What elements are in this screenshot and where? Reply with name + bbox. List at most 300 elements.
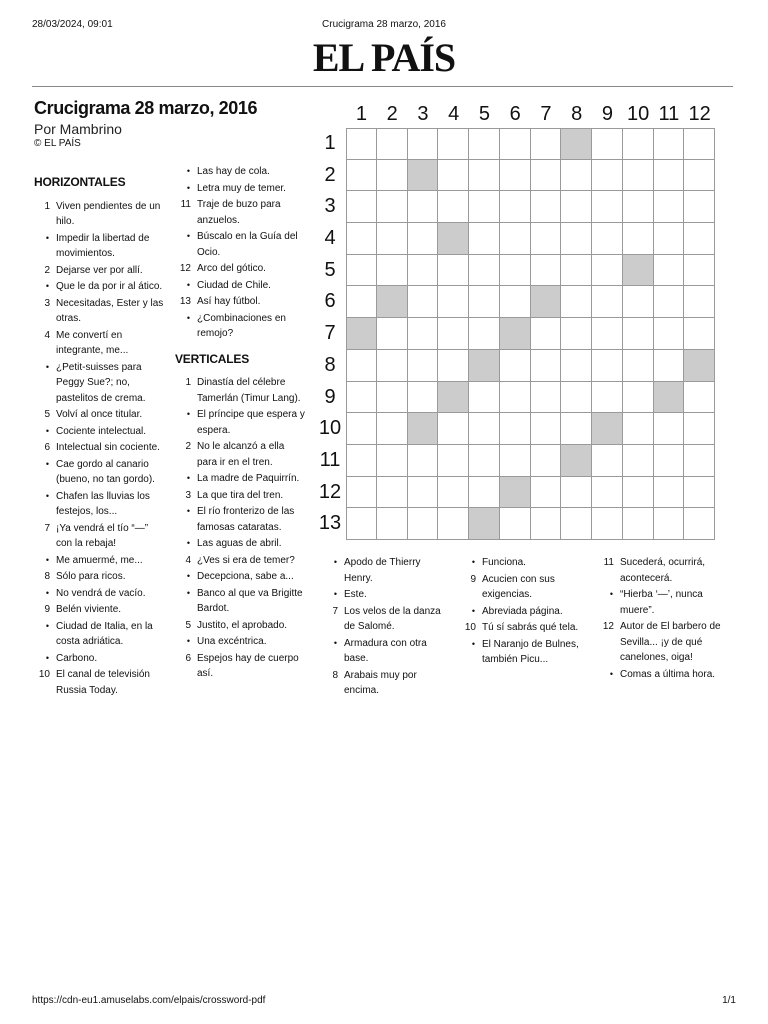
grid-cell[interactable]	[346, 191, 377, 223]
crossword-grid	[346, 128, 715, 540]
grid-cell[interactable]	[346, 255, 377, 287]
clue-text: Apodo de Thierry Henry.	[344, 557, 421, 584]
row-number: 6	[324, 290, 336, 313]
clue-item	[34, 231, 166, 262]
clue-item	[322, 668, 447, 699]
row-number: 2	[324, 163, 336, 186]
row-number: 12	[318, 480, 342, 503]
clue-item	[175, 375, 307, 406]
clue-item	[460, 572, 585, 603]
grid-cell[interactable]	[408, 191, 439, 223]
grid-cell[interactable]	[531, 255, 562, 287]
clue-text: Necesitadas, Ester y las otras.	[56, 297, 164, 324]
clue-item	[175, 261, 307, 277]
grid-cell[interactable]	[500, 128, 531, 160]
clue-text: Ciudad de Chile.	[197, 279, 271, 291]
clue-text: Las aguas de abril.	[197, 538, 282, 549]
grid-cell[interactable]	[531, 160, 562, 192]
grid-cell[interactable]	[438, 508, 469, 540]
grid-cell[interactable]	[469, 191, 500, 223]
grid-cell[interactable]	[469, 445, 500, 477]
row-number: 3	[324, 195, 336, 218]
grid-cell[interactable]	[561, 191, 592, 223]
grid-cell[interactable]	[684, 191, 715, 223]
grid-cell[interactable]	[592, 255, 623, 287]
grid-cell[interactable]	[561, 382, 592, 414]
section-heading: HORIZONTALES	[34, 175, 126, 189]
clues-column-5	[598, 555, 733, 683]
clue-text: Letra muy de temer.	[197, 182, 286, 194]
grid-cell[interactable]	[561, 477, 592, 509]
clue-number: 1	[44, 200, 50, 212]
clue-bullet: •	[186, 166, 190, 176]
section-heading: VERTICALES	[175, 351, 250, 366]
grid-cell[interactable]	[531, 128, 562, 160]
puzzle-author: Por Mambrino	[34, 121, 122, 137]
grid-cell[interactable]	[377, 191, 408, 223]
clue-text: Belén viviente.	[56, 604, 122, 615]
grid-cell[interactable]	[531, 413, 562, 445]
grid-cell[interactable]	[654, 477, 685, 509]
clue-text: Dinastía del célebre Tamerlán (Timur Lang).	[197, 377, 301, 404]
grid-cell[interactable]	[654, 160, 685, 192]
clue-text: Sucederá, ocurrirá, acontecerá.	[620, 557, 706, 584]
grid-cell[interactable]	[346, 223, 377, 255]
clue-bullet: •	[186, 571, 190, 581]
clue-bullet: •	[45, 425, 49, 436]
grid-cell[interactable]	[592, 318, 623, 350]
clue-text: Ciudad de Italia, en la costa adriática.	[56, 620, 153, 647]
row-number: 4	[324, 227, 336, 250]
grid-cell[interactable]	[500, 223, 531, 255]
grid-cell[interactable]	[654, 445, 685, 477]
clue-text: Este.	[344, 589, 367, 600]
copyright-notice: © EL PAÍS	[34, 138, 81, 149]
clue-text: Traje de buzo para anzuelos.	[197, 199, 281, 226]
clue-item	[34, 521, 166, 552]
clue-bullet: •	[186, 473, 190, 483]
grid-cell[interactable]	[346, 477, 377, 509]
clue-item	[34, 553, 166, 569]
grid-cell[interactable]	[346, 128, 377, 160]
clue-number: 11	[180, 199, 191, 210]
clue-bullet: •	[186, 231, 190, 241]
grid-cell[interactable]	[500, 160, 531, 192]
grid-cell[interactable]	[592, 382, 623, 414]
grid-cell[interactable]	[438, 255, 469, 287]
grid-cell[interactable]	[469, 382, 500, 414]
clue-item	[34, 457, 166, 488]
clue-item	[175, 536, 307, 552]
clue-text: No vendrá de vacío.	[56, 587, 146, 599]
clue-number: 4	[185, 554, 191, 566]
clue-number: 2	[185, 441, 191, 452]
grid-cell[interactable]	[531, 191, 562, 223]
grid-cell[interactable]	[408, 508, 439, 540]
clue-item	[175, 569, 307, 585]
clue-bullet: •	[186, 506, 190, 516]
clue-bullet: •	[186, 587, 190, 598]
grid-cell[interactable]	[531, 445, 562, 477]
grid-cell[interactable]	[438, 445, 469, 477]
clue-text: Sólo para ricos.	[56, 571, 126, 582]
grid-cell[interactable]	[623, 350, 654, 382]
clue-text: ¡Ya vendrá el tío “—” con la rebaja!	[56, 522, 149, 549]
clue-number: 11	[603, 557, 614, 568]
grid-cell[interactable]	[377, 477, 408, 509]
row-number: 1	[324, 132, 336, 154]
grid-cell[interactable]	[654, 255, 685, 287]
clue-bullet: •	[45, 554, 49, 565]
grid-cell[interactable]	[684, 223, 715, 255]
clue-bullet: •	[186, 312, 190, 323]
clue-bullet: •	[186, 538, 190, 548]
clue-bullet: •	[186, 279, 190, 290]
grid-cell[interactable]	[408, 255, 439, 287]
grid-cell[interactable]	[469, 223, 500, 255]
clue-item	[598, 667, 733, 683]
clue-item	[175, 294, 307, 310]
clue-number: 12	[602, 621, 614, 632]
clue-bullet: •	[609, 668, 613, 679]
grid-cell[interactable]	[377, 160, 408, 192]
grid-cell[interactable]	[561, 318, 592, 350]
grid-cell[interactable]	[561, 350, 592, 382]
grid-cell[interactable]	[531, 223, 562, 255]
grid-cell[interactable]	[438, 286, 469, 318]
grid-cell[interactable]	[592, 223, 623, 255]
column-number: 6	[509, 103, 521, 125]
el-pais-logo: EL PAÍS	[312, 35, 456, 80]
clue-item	[322, 604, 447, 635]
grid-cell[interactable]	[623, 160, 654, 192]
clue-text: Los velos de la danza de Salomé.	[344, 605, 441, 632]
grid-cell[interactable]	[438, 477, 469, 509]
clue-item	[598, 555, 733, 586]
grid-cell[interactable]	[592, 286, 623, 318]
clue-number: 9	[470, 573, 476, 585]
grid-cell[interactable]	[377, 128, 408, 160]
clue-item	[34, 279, 166, 295]
grid-cell[interactable]	[531, 477, 562, 509]
clue-number: 6	[44, 442, 50, 453]
grid-cell[interactable]	[346, 445, 377, 477]
grid-cell[interactable]	[623, 191, 654, 223]
clue-bullet: •	[186, 182, 190, 193]
row-number: 9	[324, 385, 336, 408]
clue-item	[34, 328, 166, 359]
clue-item	[175, 181, 307, 197]
clue-text: Búscalo en la Guía del Ocio.	[197, 231, 298, 258]
grid-cell[interactable]	[531, 508, 562, 540]
clue-item	[175, 586, 307, 617]
grid-cell[interactable]	[592, 128, 623, 160]
grid-cell[interactable]	[684, 255, 715, 287]
grid-cell[interactable]	[469, 128, 500, 160]
clue-number: 1	[185, 377, 191, 388]
row-number: 10	[318, 417, 342, 440]
clue-bullet: •	[609, 589, 613, 599]
clue-bullet: •	[333, 589, 337, 599]
clue-item	[34, 489, 166, 520]
clue-bullet: •	[45, 620, 49, 631]
clue-item	[175, 618, 307, 634]
grid-cell[interactable]	[592, 350, 623, 382]
grid-cell[interactable]	[684, 128, 715, 160]
grid-cell[interactable]	[684, 477, 715, 509]
grid-cell[interactable]	[377, 382, 408, 414]
grid-cell[interactable]	[623, 413, 654, 445]
grid-cell[interactable]	[684, 160, 715, 192]
grid-cell[interactable]	[438, 128, 469, 160]
clue-item	[175, 164, 307, 180]
grid-cell[interactable]	[684, 286, 715, 318]
clue-text: Viven pendientes de un hilo.	[56, 200, 161, 227]
grid-cell[interactable]	[500, 191, 531, 223]
grid-cell[interactable]	[408, 318, 439, 350]
clue-item	[34, 667, 166, 698]
row-number: 11	[319, 448, 341, 471]
grid-cell[interactable]	[561, 286, 592, 318]
clue-text: ¿Petit-suisses para Peggy Sue?; no, pastelitos de crema.	[56, 361, 146, 404]
grid-cell[interactable]	[623, 445, 654, 477]
clue-item	[460, 620, 585, 636]
grid-cell[interactable]	[654, 286, 685, 318]
clue-text: Que le da por ir al ático.	[56, 281, 163, 292]
clue-text: Intelectual sin cociente.	[56, 442, 160, 453]
clue-text: Una excéntrica.	[197, 636, 267, 647]
clue-item	[322, 636, 447, 667]
clue-number: 12	[179, 263, 191, 274]
column-number: 2	[386, 103, 398, 125]
grid-cell[interactable]	[469, 160, 500, 192]
column-number: 7	[540, 103, 552, 125]
clues-column-4	[460, 555, 585, 669]
black-square	[561, 445, 592, 477]
grid-cell[interactable]	[438, 318, 469, 350]
grid-cell[interactable]	[684, 413, 715, 445]
print-datetime: 28/03/2024, 09:01	[32, 19, 113, 30]
clue-item	[34, 586, 166, 602]
grid-cell[interactable]	[623, 508, 654, 540]
grid-cell[interactable]	[654, 508, 685, 540]
grid-cell[interactable]	[346, 286, 377, 318]
grid-cell[interactable]	[531, 350, 562, 382]
grid-cell[interactable]	[623, 128, 654, 160]
grid-cell[interactable]	[623, 382, 654, 414]
clue-text: Arabais muy por encima.	[344, 669, 417, 696]
clue-number: 5	[44, 409, 50, 420]
grid-cell[interactable]	[438, 413, 469, 445]
grid-cell[interactable]	[469, 413, 500, 445]
clue-item	[34, 651, 166, 667]
grid-cell[interactable]	[684, 508, 715, 540]
column-number: 1	[355, 103, 367, 125]
clue-bullet: •	[471, 557, 475, 567]
grid-cell[interactable]	[377, 318, 408, 350]
grid-cell[interactable]	[561, 223, 592, 255]
grid-cell[interactable]	[500, 445, 531, 477]
clue-number: 8	[44, 571, 50, 582]
clue-item	[175, 229, 307, 260]
clue-text: El Naranjo de Bulnes, también Picu...	[482, 638, 579, 665]
clue-text: El río fronterizo de las famosas cataratas.	[197, 506, 295, 533]
clue-text: Así hay fútbol.	[197, 296, 261, 307]
clue-item	[34, 569, 166, 585]
grid-cell[interactable]	[438, 160, 469, 192]
grid-cell[interactable]	[623, 286, 654, 318]
clue-text: Las hay de cola.	[197, 166, 270, 177]
clue-item	[175, 311, 307, 342]
grid-cell[interactable]	[561, 255, 592, 287]
grid-cell[interactable]	[346, 382, 377, 414]
clues-column-1	[34, 172, 166, 699]
black-square	[684, 350, 715, 382]
grid-cell[interactable]	[623, 318, 654, 350]
grid-cell[interactable]	[561, 160, 592, 192]
clue-item	[322, 587, 447, 603]
clue-text: Autor de El barbero de Sevilla... ¡y de qué canelones, oiga!	[620, 621, 721, 663]
black-square	[469, 508, 500, 540]
grid-cell[interactable]	[469, 477, 500, 509]
column-number: 12	[688, 103, 711, 125]
grid-cell[interactable]	[377, 350, 408, 382]
column-number: 4	[448, 103, 460, 125]
clue-item	[175, 439, 307, 470]
grid-cell[interactable]	[500, 413, 531, 445]
grid-cell[interactable]	[654, 223, 685, 255]
column-number: 10	[627, 103, 650, 125]
black-square	[438, 382, 469, 414]
clue-number: 3	[44, 297, 50, 309]
grid-cell[interactable]	[408, 223, 439, 255]
grid-cell[interactable]	[408, 286, 439, 318]
grid-cell[interactable]	[684, 382, 715, 414]
clue-text: El canal de televisión Russia Today.	[56, 669, 150, 696]
clue-text: Carbono.	[56, 652, 98, 664]
clue-text: Acucien con sus exigencias.	[482, 573, 555, 600]
grid-cell[interactable]	[684, 445, 715, 477]
clue-text: Chafen las lluvias los festejos, los...	[56, 490, 150, 517]
clue-text: Me convertí en integrante, me...	[56, 329, 129, 356]
grid-cell[interactable]	[654, 350, 685, 382]
grid-cell[interactable]	[500, 286, 531, 318]
grid-cell[interactable]	[346, 160, 377, 192]
clue-text: Volví al once titular.	[56, 409, 143, 420]
clue-text: Abreviada página.	[482, 605, 563, 617]
black-square	[408, 160, 439, 192]
grid-cell[interactable]	[592, 477, 623, 509]
grid-cell[interactable]	[684, 318, 715, 350]
grid-cell[interactable]	[377, 255, 408, 287]
footer-url: https://cdn-eu1.amuselabs.com/elpais/crossword-pdf	[32, 995, 266, 1006]
clue-bullet: •	[45, 458, 49, 469]
grid-cell[interactable]	[654, 191, 685, 223]
clue-bullet: •	[45, 652, 49, 663]
clue-text: No le alcanzó a ella para ir en el tren.	[197, 441, 285, 468]
grid-cell[interactable]	[346, 508, 377, 540]
grid-cell[interactable]	[408, 445, 439, 477]
grid-cell[interactable]	[377, 508, 408, 540]
clue-bullet: •	[186, 409, 190, 419]
grid-cell[interactable]	[377, 445, 408, 477]
grid-cell[interactable]	[469, 318, 500, 350]
clues-column-3	[322, 555, 447, 700]
clue-item	[34, 263, 166, 279]
row-number: 13	[318, 512, 342, 535]
grid-cell[interactable]	[377, 223, 408, 255]
clue-item	[175, 553, 307, 569]
clue-text: Impedir la libertad de movimientos.	[56, 232, 150, 259]
grid-cell[interactable]	[469, 255, 500, 287]
grid-cell[interactable]	[377, 413, 408, 445]
clue-number: 8	[332, 669, 338, 681]
grid-cell[interactable]	[623, 223, 654, 255]
grid-cell[interactable]	[346, 413, 377, 445]
grid-cell[interactable]	[438, 350, 469, 382]
clue-number: 5	[185, 619, 191, 631]
clue-text: Tú sí sabrás qué tela.	[482, 622, 579, 633]
clue-text: Armadura con otra base.	[344, 637, 427, 664]
grid-cell[interactable]	[408, 382, 439, 414]
grid-cell[interactable]	[500, 508, 531, 540]
grid-cell[interactable]	[592, 160, 623, 192]
clue-item	[175, 504, 307, 535]
grid-cell[interactable]	[531, 318, 562, 350]
black-square	[531, 286, 562, 318]
grid-cell[interactable]	[561, 508, 592, 540]
grid-cell[interactable]	[623, 477, 654, 509]
black-square	[500, 477, 531, 509]
clue-text: Dejarse ver por allí.	[56, 264, 143, 276]
clue-number: 10	[464, 622, 476, 633]
clue-text: Decepciona, sabe a...	[197, 571, 294, 582]
grid-cell[interactable]	[408, 350, 439, 382]
grid-cell[interactable]	[654, 413, 685, 445]
column-number: 11	[658, 103, 680, 125]
clue-number: 7	[332, 605, 338, 617]
grid-cell[interactable]	[592, 445, 623, 477]
grid-cell[interactable]	[469, 286, 500, 318]
clue-item	[34, 424, 166, 440]
column-number: 3	[417, 103, 429, 125]
black-square	[377, 286, 408, 318]
puzzle-title: Crucigrama 28 marzo, 2016	[34, 98, 258, 118]
grid-cell[interactable]	[408, 128, 439, 160]
grid-cell[interactable]	[561, 413, 592, 445]
clue-text: Funciona.	[482, 557, 526, 568]
clue-bullet: •	[45, 587, 49, 598]
grid-cell[interactable]	[500, 350, 531, 382]
grid-cell[interactable]	[346, 350, 377, 382]
grid-cell[interactable]	[654, 128, 685, 160]
clue-number: 3	[185, 489, 191, 501]
grid-cell[interactable]	[654, 318, 685, 350]
clue-text: Cae gordo al canario (bueno, no tan gordo).	[56, 458, 155, 485]
header-divider	[32, 86, 733, 87]
grid-cell[interactable]	[592, 508, 623, 540]
grid-cell[interactable]	[531, 382, 562, 414]
grid-cell[interactable]	[408, 477, 439, 509]
grid-cell[interactable]	[500, 382, 531, 414]
clue-item	[34, 296, 166, 327]
clue-text: La madre de Paquirrín.	[197, 473, 300, 484]
grid-cell[interactable]	[500, 255, 531, 287]
clue-text: Espejos hay de cuerpo así.	[197, 652, 299, 679]
clue-item	[34, 360, 166, 407]
grid-cell[interactable]	[438, 191, 469, 223]
grid-cell[interactable]	[592, 191, 623, 223]
